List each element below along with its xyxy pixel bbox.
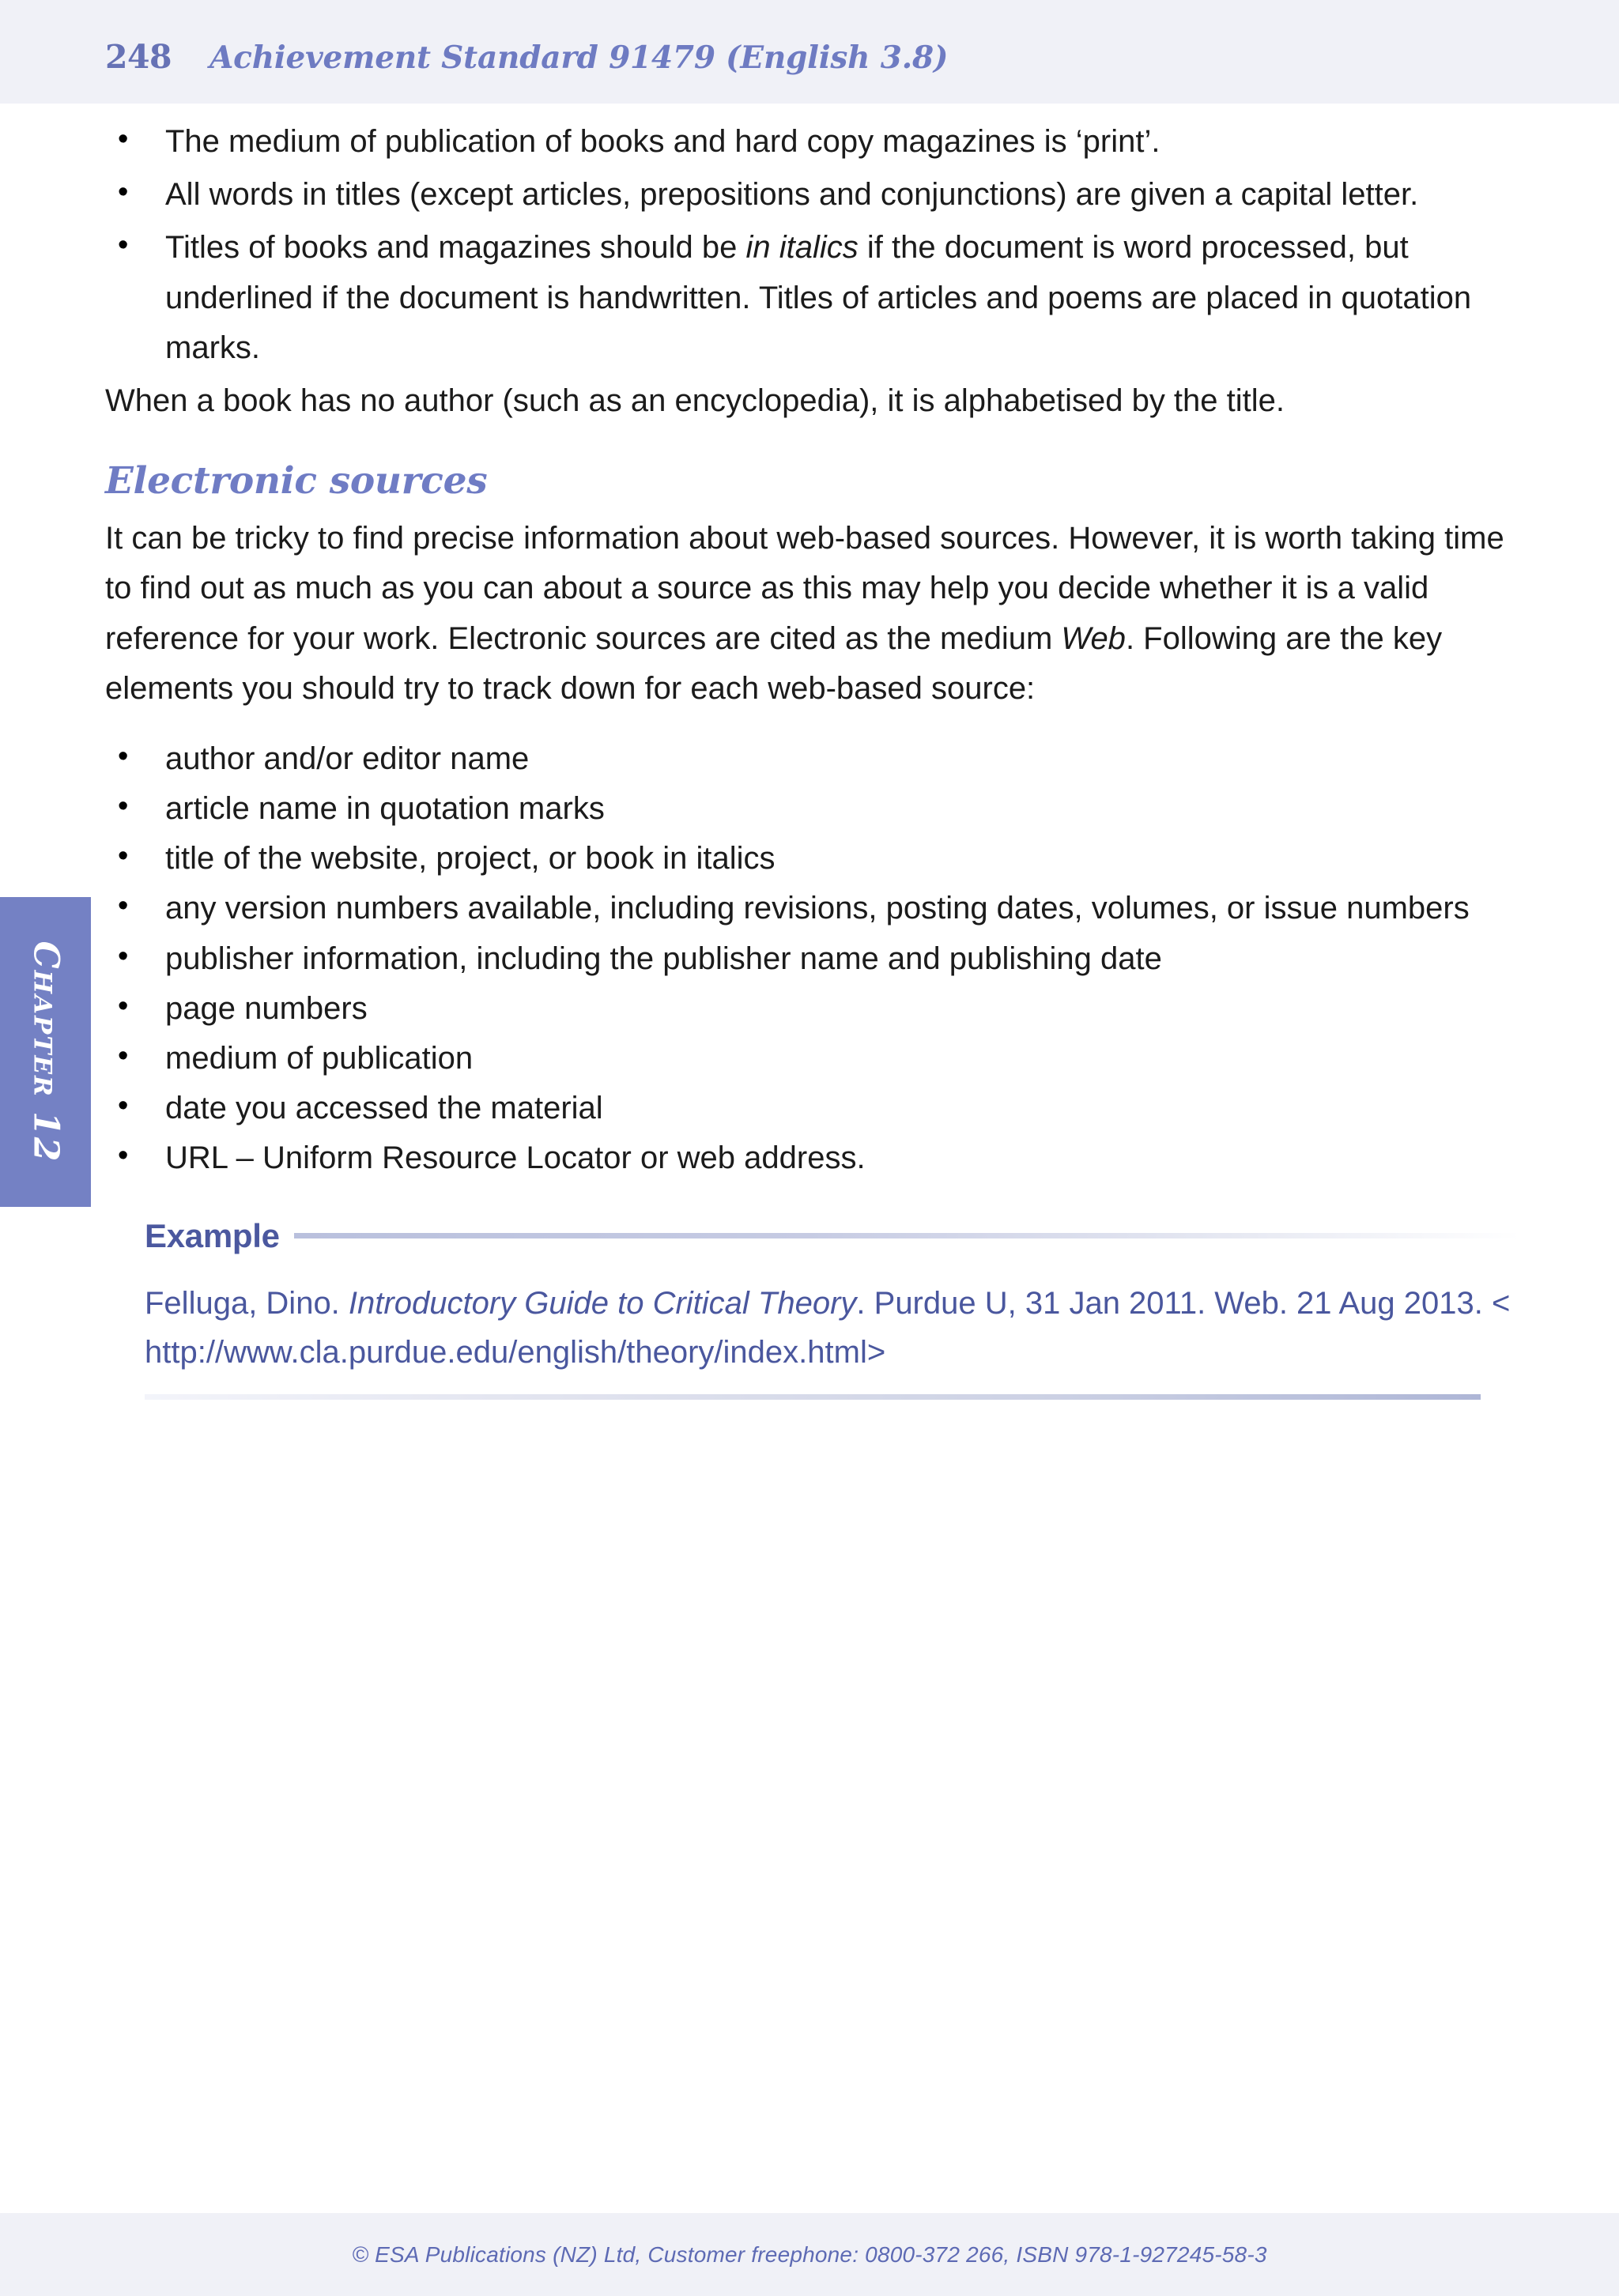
spacer <box>105 426 1520 459</box>
citation-title-italic: Introductory Guide to Critical Theory <box>348 1285 857 1321</box>
intro-italic-web: Web <box>1061 620 1126 656</box>
list-item-text: page numbers <box>165 990 368 1026</box>
list-item-text: URL – Uniform Resource Locator or web address. <box>165 1140 866 1176</box>
list-item-text-italic: in italics <box>745 230 859 266</box>
list-item <box>105 1084 1520 1133</box>
main-content <box>105 117 1520 1400</box>
list-item <box>105 117 1520 167</box>
spacer <box>105 1184 1520 1217</box>
citation-part1: Felluga, Dino. <box>145 1285 349 1321</box>
page-header-band <box>0 0 1619 104</box>
list-item-text: article name in quotation marks <box>165 791 605 827</box>
list-item-text: title of the website, project, or book in italics <box>165 841 776 877</box>
list-item <box>105 223 1520 373</box>
intro-part2: . Following are the key elements you should try to track down for each web-based source: <box>105 620 1443 706</box>
example-label: Example <box>145 1216 280 1254</box>
example-header <box>145 1217 1520 1255</box>
list-item <box>105 784 1520 834</box>
citation-part2: . Purdue U, 31 Jan 2011. Web. 21 Aug 2013. < http://www.cla.purdue.edu/english/theory/index.html> <box>145 1285 1511 1370</box>
page-footer-band <box>0 2213 1619 2296</box>
no-author-note: When a book has no author (such as an encyclopedia), it is alphabetised by the title. <box>105 383 1285 418</box>
print-rules-list <box>105 117 1520 373</box>
spacer <box>105 503 1520 514</box>
list-item <box>105 170 1520 220</box>
list-item-text-part1: Titles of books and magazines should be <box>165 230 746 266</box>
list-item <box>105 984 1520 1034</box>
list-item-text: author and/or editor name <box>165 741 530 776</box>
list-item <box>105 734 1520 784</box>
electronic-sources-intro <box>105 514 1520 714</box>
web-elements-list <box>105 734 1520 1184</box>
spacer <box>105 714 1520 734</box>
list-item-text-part2: if the document is word processed, but underlined if the document is handwritten. Titles of articles and poems are placed in quotation marks. <box>165 230 1472 365</box>
list-item-text: The medium of publication of books and hard copy magazines is ‘print’. <box>165 124 1160 159</box>
list-item-text: medium of publication <box>165 1041 474 1076</box>
list-item-text: publisher information, including the publisher name and publishing date <box>165 941 1162 976</box>
list-item-text: date you accessed the material <box>165 1091 603 1126</box>
running-head-title: Achievement Standard 91479 (English 3.8) <box>209 40 949 76</box>
footer-copyright-text: © ESA Publications (NZ) Ltd, Customer freephone: 0800-372 266, ISBN 978-1-927245-58-3 <box>352 2241 1267 2267</box>
chapter-tab <box>0 897 91 1207</box>
example-rule-top <box>294 1233 1520 1238</box>
page-number: 248 <box>105 38 172 76</box>
list-item <box>105 884 1520 933</box>
chapter-tab-label: Chapter 12 <box>25 941 66 1163</box>
section-heading-electronic-sources: Electronic sources <box>105 459 488 503</box>
page-header <box>105 38 948 76</box>
intro-part1: It can be tricky to find precise information about web-based sources. However, it is worth taking time to find out as much as you can about a source as this may help you decide whether it is a valid reference for your work. Electronic sources are cited as the medium <box>105 521 1504 656</box>
list-item <box>105 934 1520 984</box>
example-block <box>145 1217 1520 1401</box>
list-item <box>105 1133 1520 1183</box>
list-item-text: All words in titles (except articles, prepositions and conjunctions) are given a capital letter. <box>165 177 1419 213</box>
list-item <box>105 834 1520 884</box>
example-citation <box>145 1279 1520 1378</box>
list-item-text: any version numbers available, including revisions, posting dates, volumes, or issue numbers <box>165 891 1470 926</box>
example-rule-bottom <box>145 1394 1481 1400</box>
list-item <box>105 1034 1520 1084</box>
